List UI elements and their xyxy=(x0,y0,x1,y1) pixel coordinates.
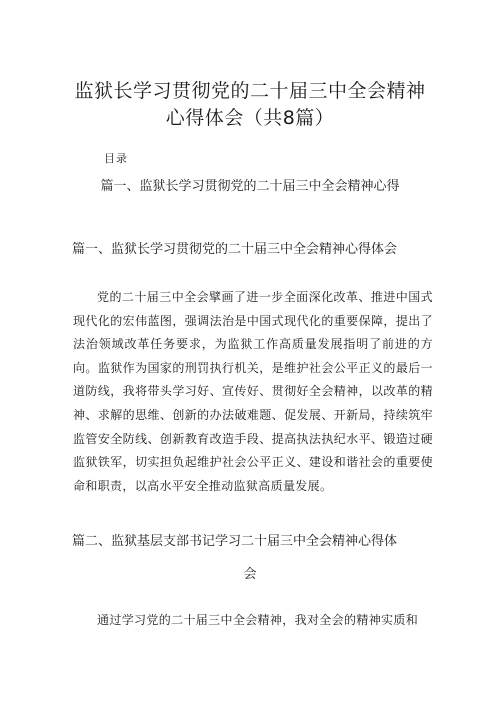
section-heading-2: 篇二、监狱基层支部书记学习二十届三中全会精神心得体 xyxy=(72,534,398,549)
section-heading-2-continuation: 会 xyxy=(243,567,257,582)
toc-label: 目录 xyxy=(104,152,128,165)
section-heading-1: 篇一、监狱长学习贯彻党的二十届三中全会精神心得体会 xyxy=(72,242,398,257)
section-body-1: 党的二十届三中全会擘画了进一步全面深化改革、推进中国式现代化的宏伟蓝图，强调法治是中国式现代化的重要保障，提出了法治领域改革任务要求，为监狱工作高质量发展指明了前进的方向。监狱作为国家的刑罚执行机关，是维护社会公平正义的最后一道防线，我将带头学习好、宣传好、贯彻好全会精神，以改革的精神、求解的思维、创新的办法破难题、促发展、开新局，持续筑牢监管安全防线、创新教育改造手段、提高执法执纪水平、锻造过硬监狱铁军，切实担负起维护社会公平正义、建设和谐社会的重要使命和职责，以高水平安全推动监狱高质量发展。 xyxy=(73,290,433,493)
document-title-line2: 心得体会（共8篇） xyxy=(165,107,335,129)
document-title-line1: 监狱长学习贯彻党的二十届三中全会精神 xyxy=(74,80,426,102)
section-body-2: 通过学习党的二十届三中全会精神，我对全会的精神实质和 xyxy=(97,613,419,627)
toc-entry[interactable]: 篇一、监狱长学习贯彻党的二十届三中全会精神心得 xyxy=(100,179,400,194)
